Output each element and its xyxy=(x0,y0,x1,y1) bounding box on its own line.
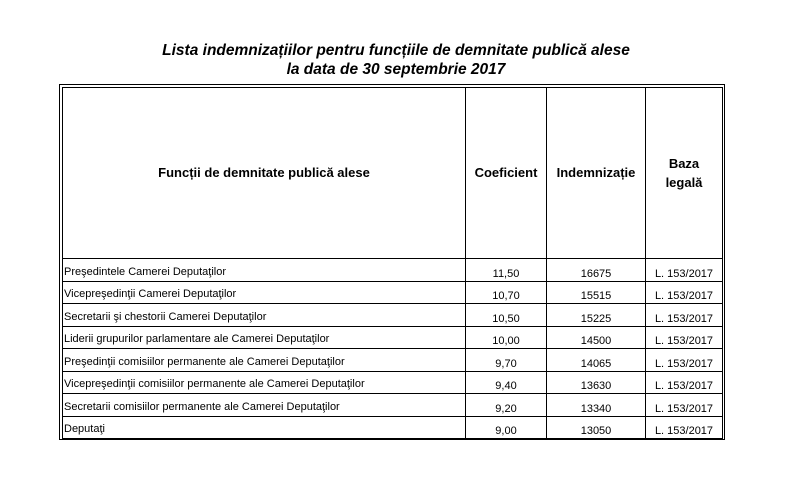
allowance-cell: 13050 xyxy=(547,416,646,439)
legal-basis-cell: L. 153/2017 xyxy=(646,281,723,304)
legal-basis-cell: L. 153/2017 xyxy=(646,259,723,282)
function-cell: Vicepreşedinţii Camerei Deputaţilor xyxy=(63,281,466,304)
function-cell: Preşedinţii comisiilor permanente ale Camerei Deputaţilor xyxy=(63,349,466,372)
allowance-cell: 15515 xyxy=(547,281,646,304)
header-function: Funcții de demnitate publică alese xyxy=(63,88,466,259)
document-title-line-1: Lista indemnizațiilor pentru funcțiile de demnitate publică alese xyxy=(162,42,630,59)
coefficient-cell: 10,00 xyxy=(466,326,547,349)
legal-basis-cell: L. 153/2017 xyxy=(646,416,723,439)
table-header-row xyxy=(63,88,723,259)
coefficient-cell: 9,00 xyxy=(466,416,547,439)
allowance-cell: 14065 xyxy=(547,349,646,372)
allowance-cell: 15225 xyxy=(547,304,646,327)
function-cell: Preşedintele Camerei Deputaţilor xyxy=(63,259,466,282)
coefficient-cell: 11,50 xyxy=(466,259,547,282)
allowance-cell: 13340 xyxy=(547,394,646,417)
table-row xyxy=(63,416,723,439)
table-row xyxy=(63,371,723,394)
table-row xyxy=(63,349,723,372)
coefficient-cell: 9,70 xyxy=(466,349,547,372)
function-cell: Secretarii şi chestorii Camerei Deputaţilor xyxy=(63,304,466,327)
legal-basis-cell: L. 153/2017 xyxy=(646,371,723,394)
header-legal-basis xyxy=(646,88,723,259)
function-cell: Deputaţi xyxy=(63,416,466,439)
legal-basis-cell: L. 153/2017 xyxy=(646,304,723,327)
table-row xyxy=(63,259,723,282)
table-row xyxy=(63,394,723,417)
legal-basis-cell: L. 153/2017 xyxy=(646,326,723,349)
legal-basis-cell: L. 153/2017 xyxy=(646,394,723,417)
table-row xyxy=(63,281,723,304)
function-cell: Vicepreşedinţii comisiilor permanente ale Camerei Deputaţilor xyxy=(63,371,466,394)
table-row xyxy=(63,304,723,327)
allowance-cell: 16675 xyxy=(547,259,646,282)
allowance-cell: 14500 xyxy=(547,326,646,349)
function-cell: Secretarii comisiilor permanente ale Camerei Deputaţilor xyxy=(63,394,466,417)
coefficient-cell: 10,50 xyxy=(466,304,547,327)
allowance-cell: 13630 xyxy=(547,371,646,394)
function-cell: Liderii grupurilor parlamentare ale Camerei Deputaţilor xyxy=(63,326,466,349)
header-legal-basis-label: Baza legală xyxy=(665,156,703,190)
table-row xyxy=(63,326,723,349)
legal-basis-cell: L. 153/2017 xyxy=(646,349,723,372)
document-title-line-2: la data de 30 septembrie 2017 xyxy=(286,61,506,78)
header-allowance: Indemnizație xyxy=(547,88,646,259)
allowances-table xyxy=(62,87,723,439)
header-coefficient: Coeficient xyxy=(466,88,547,259)
coefficient-cell: 9,40 xyxy=(466,371,547,394)
coefficient-cell: 9,20 xyxy=(466,394,547,417)
coefficient-cell: 10,70 xyxy=(466,281,547,304)
